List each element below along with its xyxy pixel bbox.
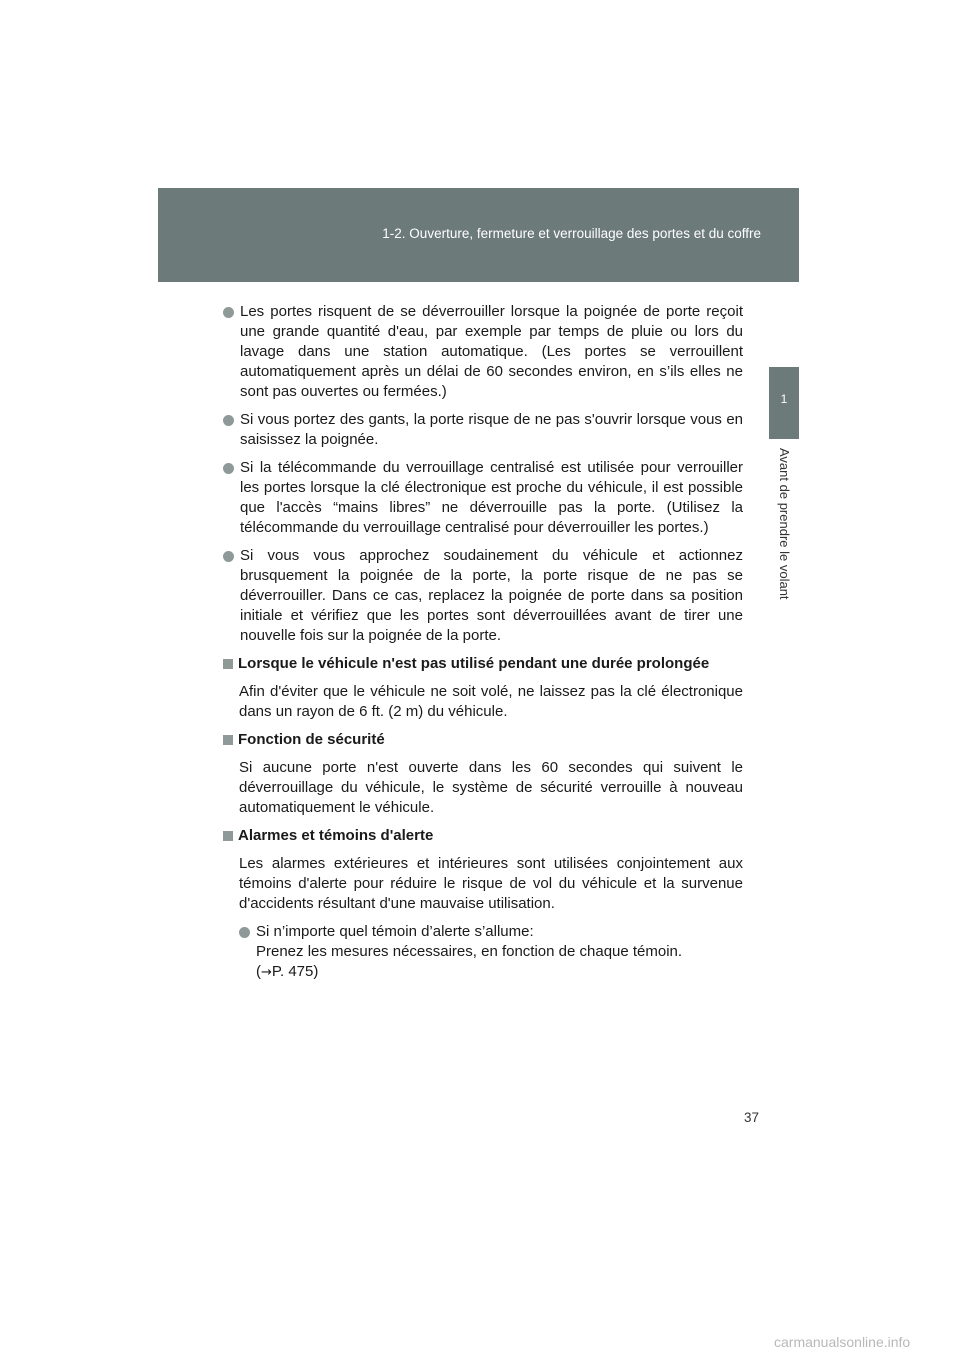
square-bullet-icon [223, 659, 233, 669]
section-paragraph: Afin d'éviter que le véhicule ne soit volé, ne laissez pas la clé électronique dans un rayon de 6 ft. (2 m) du véhicule. [239, 683, 743, 720]
square-bullet-icon [223, 831, 233, 841]
watermark: carmanualsonline.info [774, 1334, 911, 1350]
page-number: 37 [744, 1110, 760, 1125]
page-reference [256, 962, 743, 983]
bullet-item [223, 546, 743, 646]
section-paragraph: Si aucune porte n'est ouverte dans les 60 secondes qui suivent le déverrouillage du véhicule, le système de sécurité verrouille à nouveau automatiquement le véhicule. [239, 759, 743, 816]
arrow-right-icon: → [261, 965, 272, 980]
section-heading [223, 654, 743, 674]
chapter-label: Avant de prendre le volant [777, 448, 792, 600]
section-heading-text: Alarmes et témoins d'alerte [238, 827, 434, 844]
section-heading-text: Fonction de sécurité [238, 731, 385, 748]
chapter-tab [769, 367, 799, 439]
page-content [223, 302, 743, 983]
section-title: 1-2. Ouverture, fermeture et verrouillage des portes et du coffre [382, 226, 761, 241]
section-heading [223, 826, 743, 846]
bullet-dot-icon [223, 415, 234, 426]
bullet-text: Si la télécommande du verrouillage centralisé est utilisée pour verrouiller les portes lorsque la clé électronique est proche du véhicule, il est possible que l'accès “mains libres” ne déverrouille pas la porte. (Utilisez la télécommande du verrouillage centralisé pour déverrouiller les portes.) [240, 459, 743, 536]
section-paragraph: Les alarmes extérieures et intérieures sont utilisées conjointement aux témoins d'alerte pour réduire le risque de vol du véhicule et la survenue d'accidents résultant d'une mauvaise utilisation. [239, 855, 743, 912]
bullet-dot-icon [223, 463, 234, 474]
bullet-item [223, 410, 743, 450]
section-heading [223, 730, 743, 750]
section-heading-text: Lorsque le véhicule n'est pas utilisé pendant une durée prolongée [238, 655, 710, 672]
sub-bullet-item [239, 922, 743, 983]
bullet-dot-icon [223, 551, 234, 562]
bullet-item [223, 458, 743, 538]
square-bullet-icon [223, 735, 233, 745]
chapter-number: 1 [780, 392, 788, 406]
section-header [158, 188, 799, 282]
bullet-text: Si vous portez des gants, la porte risque de ne pas s'ouvrir lorsque vous en saisissez la poignée. [240, 411, 743, 448]
bullet-dot-icon [223, 307, 234, 318]
bullet-text: Les portes risquent de se déverrouiller lorsque la poignée de porte reçoit une grande quantité d'eau, par exemple par temps de pluie ou lors du lavage dans une station automatique. (Les portes se verrouillent automatiquement après un délai de 60 secondes environ, en s’ils elles ne sont pas ouvertes ou fermées.) [240, 303, 743, 400]
bullet-dot-icon [239, 927, 250, 938]
reference-open-paren: ( [256, 963, 261, 980]
bullet-text: Si vous vous approchez soudainement du véhicule et actionnez brusquement la poignée de la porte, la porte risque de ne pas se déverrouiller. Dans ce cas, replacez la poignée de porte dans sa position initiale et vérifiez que les portes sont déverrouillées avant de tirer une nouvelle fois sur la poignée de la porte. [240, 547, 743, 644]
sub-bullet-line: Prenez les mesures nécessaires, en fonction de chaque témoin. [256, 943, 683, 960]
sub-bullet-line: Si n’importe quel témoin d’alerte s’allume: [256, 923, 534, 940]
bullet-item [223, 302, 743, 402]
reference-page: P. 475) [271, 963, 319, 980]
